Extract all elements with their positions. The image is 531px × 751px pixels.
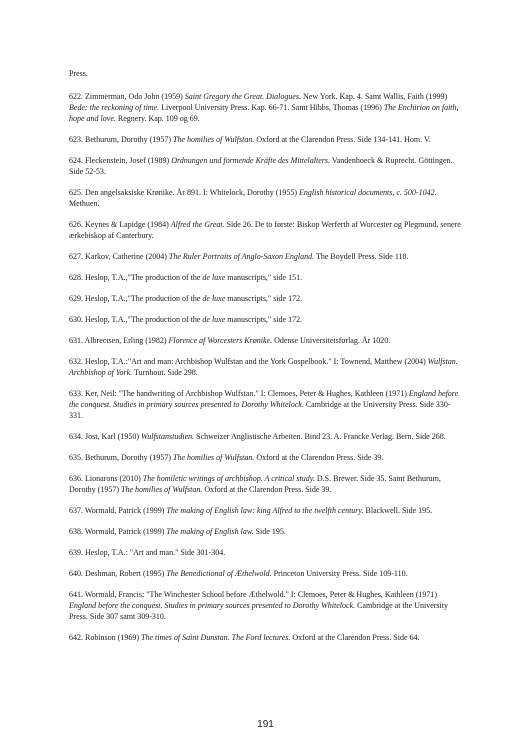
endnote-text: Schweizer Anglistische Arbeiten. Bind 23. A. Francke Verlag. Bern. Side 268.: [194, 432, 446, 441]
endnote: [69, 547, 464, 558]
endnote-text: 640. Deshman, Robert (1995): [69, 569, 167, 578]
endnote-title: Wulfstanstudien.: [141, 432, 195, 441]
page-number: 191: [257, 719, 274, 730]
endnote-text: Turnhout. Side 298.: [132, 368, 198, 377]
endnote-text: 633. Ker, Neil: "The handwriting of Archbishop Wulfstan." I: Clemoes, Peter & Hughes, Kathleen (1971): [69, 389, 409, 398]
endnote-text: 642. Robinson (1969): [69, 633, 141, 642]
endnote: [69, 505, 464, 516]
endnote: [69, 388, 464, 421]
endnote-text: 629. Heslop, T.A.,"The production of the: [69, 294, 203, 303]
endnote-text: 641. Wormald, Francis: "The Winchester School before Æthelwold." I: Clemoes, Peter & Hughes, Kathleen (1971): [69, 590, 438, 599]
endnote: [69, 356, 464, 378]
endnote-title: The homiletic writings of archbishop. A critical study.: [142, 474, 315, 483]
endnote: [69, 68, 464, 79]
endnote-text: Oxford at the Clarendon Press. Side 39.: [254, 453, 384, 462]
endnote-title: The Ruler Portraits of Anglo-Saxon England.: [168, 252, 315, 261]
endnote-text: 635. Bethurum, Dorothy (1957): [69, 453, 173, 462]
endnote-title: The Enchirion on faith, hope and love.: [69, 103, 459, 123]
endnote-title: The making of English law: king Alfred to the twelfth century.: [166, 506, 364, 515]
endnotes-list: [69, 68, 464, 653]
endnote-text: Side 26. De to første: Biskop Werferth af Worcester og Plegmund, senere ærkebiskop af Canterbury.: [69, 220, 461, 240]
endnote-text: Side 195.: [253, 527, 286, 536]
endnote: [69, 219, 464, 241]
endnote-text: Oxford at the Clarendon Press. Side 134-141. Hom. V.: [254, 135, 431, 144]
endnote-text: Regnery. Kap. 109 og 69.: [115, 114, 200, 123]
endnote: [69, 452, 464, 463]
endnote-text: 639. Heslop, T.A.: "Art and man." Side 301-304.: [69, 548, 226, 557]
endnote-text: Princeton University Press. Side 109-110.: [271, 569, 408, 578]
endnote-title: English historical documents, c. 500-1042.: [299, 188, 437, 197]
endnote-text: Odense Universitetsforlag. År 1020.: [272, 336, 391, 345]
endnote: [69, 335, 464, 346]
endnote-text: 631. Albrectsen, Erling (1982): [69, 336, 169, 345]
endnote-text: Oxford at the Clarendon Press. Side 64.: [290, 633, 420, 642]
endnote-title: The making of English law.: [166, 527, 254, 536]
endnote-text: Vandenhoeck & Ruprecht. Göttingen. Side 52-53.: [69, 156, 453, 176]
endnote-title: The homilies of Wulfstan.: [173, 453, 255, 462]
endnote-text: 630. Heslop, T.A.,"The production of the: [69, 315, 203, 324]
endnote: [69, 272, 464, 283]
endnote-text: Liverpool University Press. Kap. 66-71. Samt Hibbs, Thomas (1996): [159, 103, 384, 112]
endnote-text: 634. Jost, Karl (1950): [69, 432, 141, 441]
endnote-title: de luxe: [202, 315, 226, 324]
endnote-text: 625. Den angelsaksiske Krønike. År 891. I: Whitelock, Dorothy (1955): [69, 188, 300, 197]
endnote-text: manuscripts," side 172.: [225, 315, 303, 324]
endnote: [69, 155, 464, 177]
endnote-title: England before the conquest. Studies in primary sources presented to Dorothy Whitelock.: [69, 601, 356, 610]
endnote-text: D.S. Brewer. Side 35. Samt Bethurum, Dorothy (1957): [69, 474, 441, 494]
endnote: [69, 134, 464, 145]
endnote-title: Florence af Worcesters Krønike.: [168, 336, 273, 345]
endnote-title: de luxe: [202, 273, 226, 282]
endnote-title: The homilies of Wulfstan.: [173, 135, 255, 144]
endnote-text: 638. Wormald, Patrick (1999): [69, 527, 167, 536]
endnote: [69, 632, 464, 643]
endnote-title: Saint Gregory the Great. Dialogues.: [184, 92, 302, 101]
endnote: [69, 526, 464, 537]
endnote-text: 622. Zimmerman, Odo John (1959): [69, 92, 185, 101]
endnote: [69, 568, 464, 579]
endnote-text: 623. Bethurum, Dorothy (1957): [69, 135, 173, 144]
endnote-text: Methuen.: [69, 199, 100, 208]
endnote: [69, 91, 464, 124]
endnote-text: 632. Heslop, T.A.:"Art and man: Archbishop Wulfstan and the York Gospelbook." I: Townend, Matthew (2004): [69, 357, 428, 366]
endnote: [69, 314, 464, 325]
endnote-text: manuscripts," side 151.: [225, 273, 303, 282]
endnote-text: 627. Karkov, Catherine (2004): [69, 252, 169, 261]
endnote: [69, 589, 464, 622]
endnote-text: 626. Keynes & Lapidge (1984): [69, 220, 171, 229]
endnote: [69, 187, 464, 209]
endnote: [69, 431, 464, 442]
endnote: [69, 293, 464, 304]
endnote-text: 637. Wormald, Patrick (1999): [69, 506, 167, 515]
endnote-title: The homilies of Wulfstan.: [121, 485, 203, 494]
endnote-title: The Benedictional of Æthelwold.: [166, 569, 272, 578]
endnote-title: de luxe: [202, 294, 226, 303]
endnote-text: 628. Heslop, T.A.,"The production of the: [69, 273, 203, 282]
endnote-title: Wulfstan. Archbishop of York.: [69, 357, 458, 377]
endnote-text: 624. Fleckenstein, Josef (1989): [69, 156, 172, 165]
endnote-text: Press.: [69, 69, 88, 78]
endnote-text: Cambridge at the University Press. Side 307 samt 309-310.: [69, 601, 448, 621]
endnote-text: 636. Lionarons (2010): [69, 474, 143, 483]
endnote-text: New York. Kap. 4. Samt Wallis, Faith (1999): [301, 92, 448, 101]
endnote-text: manuscripts," side 172.: [225, 294, 303, 303]
endnote-title: Ordnungen und formende Kräfte des Mittelalters.: [171, 156, 330, 165]
endnote-title: The times of Saint Dunstan. The Ford lectures.: [141, 633, 291, 642]
endnote-text: Blackwell. Side 195.: [363, 506, 433, 515]
endnote-title: Alfred the Great.: [170, 220, 225, 229]
endnote: [69, 473, 464, 495]
endnote-title: England before the conquest. Studies in primary sources presented to Dorothy Whitelock.: [69, 389, 459, 409]
endnote-text: Oxford at the Clarendon Press. Side 39.: [202, 485, 332, 494]
endnote-title: Bede: the reckoning of time.: [69, 103, 160, 112]
endnote: [69, 251, 464, 262]
endnote-text: The Boydell Press. Side 118.: [314, 252, 409, 261]
endnote-text: Cambridge at the University Press. Side 330-331.: [69, 400, 451, 420]
